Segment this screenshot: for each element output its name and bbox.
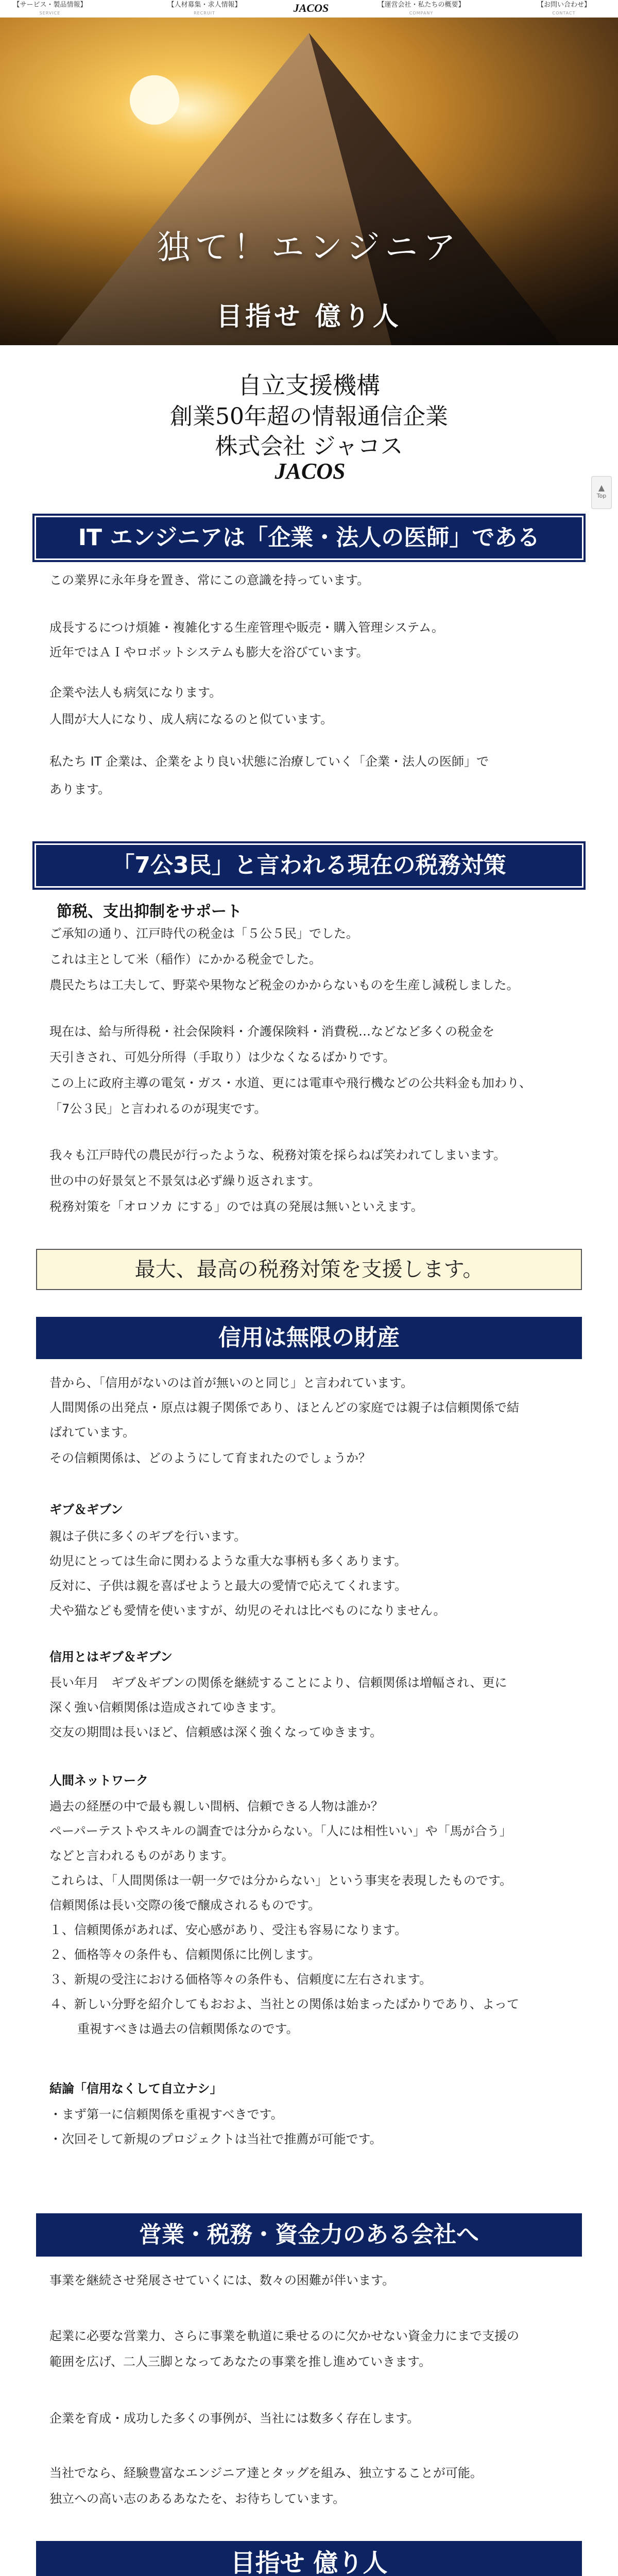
jacos-logo-icon: [288, 1, 334, 15]
company-description: 創業50年超の情報通信企業: [170, 403, 448, 430]
paragraph: 世の中の好景気と不景気は必ず繰り返されます。: [49, 1174, 321, 1188]
nav-label: 【人材募集・求人情報】: [167, 1, 242, 9]
nav-link-contact[interactable]: [525, 1, 603, 18]
paragraph: 交友の期間は長いほど、信頼感は深く強くなってゆきます。: [49, 1725, 383, 1739]
hero-title: 独て！エンジニア: [157, 229, 461, 267]
nav-link-recruit[interactable]: [161, 1, 248, 18]
paragraph: 幼児にとっては生命に関わるような重大な事柄も多くあります。: [49, 1554, 407, 1568]
section-heading-it-engineer: IT エンジニアは「企業・法人の医師」である: [36, 517, 582, 558]
nav-sublabel: SERVICE: [39, 11, 61, 15]
paragraph: この上に政府主導の電気・ガス・水道、更には電車や飛行機などの公共料金も加わり、: [49, 1076, 531, 1090]
paragraph: 企業を育成・成功した多くの事例が、当社には数多く存在します。: [49, 2411, 420, 2426]
list-item-continued: 重視すべきは過去の信頼関係なのです。: [77, 2022, 299, 2036]
nav-sublabel: RECRUIT: [194, 11, 215, 15]
company-tagline: 自立支援機構: [238, 371, 380, 399]
nav-sublabel: CONTACT: [552, 11, 576, 15]
paragraph: などと言われるものがあります。: [49, 1849, 234, 1863]
top-navigation: [0, 0, 618, 18]
paragraph: その信頼関係は、どのようにして育まれたのでしょうか？: [49, 1451, 371, 1465]
paragraph: これは主として米（稲作）にかかる税金でした。: [49, 952, 321, 967]
paragraph: 信頼関係は長い交際の後で醸成されるものです。: [49, 1898, 321, 1912]
jacos-logo-icon: [269, 456, 351, 487]
paragraph: 天引きされ、可処分所得（手取り）は少なくなるばかりです。: [49, 1050, 396, 1064]
subheading-network: 人間ネットワーク: [49, 1773, 148, 1788]
paragraph: 近年ではＡＩやロボットシステムも膨大を浴びています。: [49, 645, 369, 659]
paragraph: 過去の経歴の中で最も親しい間柄、信頼できる人物は誰か？: [49, 1799, 383, 1814]
subheading-tax-support: 節税、支出抑制をサポート: [57, 903, 242, 921]
paragraph: 人間が大人になり、成人病になるのと似ています。: [49, 712, 333, 726]
paragraph: 農民たちは工夫して、野菜や果物など税金のかからないものを生産し減税しました。: [49, 978, 519, 992]
paragraph: ご承知の通り、江戸時代の税金は「５公５民」でした。: [49, 926, 358, 941]
nav-link-company[interactable]: [370, 1, 473, 18]
paragraph: 我々も江戸時代の農民が行ったような、税務対策を採らねば笑われてしまいます。: [49, 1148, 506, 1162]
paragraph: 起業に必要な営業力、さらに事業を軌道に乗せるのに欠かせない資金力にまで支援の: [49, 2329, 519, 2343]
section-heading-trust: 信用は無限の財産: [36, 1317, 582, 1359]
list-item: ・次回そして新規のプロジェクトは当社で推薦が可能です。: [49, 2132, 382, 2146]
nav-label: 【サービス・製品情報】: [13, 1, 87, 9]
tax-support-callout: 最大、最高の税務対策を支援します。: [36, 1249, 582, 1290]
company-name: 株式会社 ジャコス: [215, 433, 403, 460]
paragraph: 人間関係の出発点・原点は親子関係であり、ほとんどの家庭では親子は信頼関係で結: [49, 1400, 519, 1415]
nav-link-service[interactable]: [6, 1, 94, 18]
arrow-up-icon: ▲: [598, 483, 605, 493]
paragraph: 反対に、子供は親を喜ばせようと最大の愛情で応えてくれます。: [49, 1579, 407, 1593]
list-item: ２、価格等々の条件も、信頼関係に比例します。: [49, 1947, 321, 1962]
paragraph: 「7公３民」と言われるのが現実です。: [49, 1101, 267, 1116]
subheading-conclusion: 結論「信用なくして自立ナシ」: [49, 2081, 222, 2096]
section-heading-tax: 「7公3民」と言われる現在の税務対策: [36, 845, 582, 886]
hero-subtitle: 目指せ 億り人: [216, 301, 402, 331]
section-heading-millionaire: 目指せ 億り人: [36, 2541, 582, 2576]
paragraph: 私たち IT 企業は、企業をより良い状態に治療していく「企業・法人の医師」で: [49, 754, 489, 769]
section-heading-company-support: 営業・税務・資金力のある会社へ: [36, 2213, 582, 2257]
paragraph: 親は子供に多くのギブを行います。: [49, 1529, 247, 1544]
paragraph: ばれています。: [49, 1425, 135, 1439]
nav-sublabel: COMPANY: [409, 11, 434, 15]
paragraph: 税務対策を「オロソカ にする」のでは真の発展は無いといえます。: [49, 1199, 423, 1214]
paragraph: 当社でなら、経験豊富なエンジニア達とタッグを組み、独立することが可能。: [49, 2466, 483, 2480]
list-item: １、信頼関係があれば、安心感があり、受注も容易になります。: [49, 1923, 407, 1937]
paragraph: 事業を継続させ発展させていくには、数々の困難が伴います。: [49, 2273, 395, 2287]
list-item: ４、新しい分野を紹介してもおおよ、当社との関係は始まったばかりであり、よって: [49, 1997, 519, 2011]
paragraph: 現在は、給与所得税・社会保険料・介護保険料・消費税…などなど多くの税金を: [49, 1024, 494, 1039]
list-item: ・まず第一に信頼関係を重視すべきです。: [49, 2107, 283, 2122]
list-item: ３、新規の受注における価格等々の条件も、信頼度に左右されます。: [49, 1972, 432, 1987]
paragraph: 範囲を広げ、二人三脚となってあなたの事業を推し進めていきます。: [49, 2354, 432, 2369]
nav-label: 【お問い合わせ】: [537, 1, 591, 9]
scroll-top-button[interactable]: [591, 476, 612, 509]
paragraph: これらは、「人間関係は一朝一夕では分からない」という事実を表現したものです。: [49, 1873, 512, 1888]
paragraph: あります。: [49, 782, 111, 796]
paragraph: 犬や猫なども愛情を使いますが、幼児のそれは比べものになりません。: [49, 1603, 446, 1618]
svg-text:JACOS: JACOS: [293, 2, 329, 14]
paragraph: 長い年月 ギブ＆ギブンの関係を継続することにより、信頼関係は増幅され、更に: [49, 1675, 507, 1690]
paragraph: ペーパーテストやスキルの調査では分からない。「人には相性いい」や「馬が合う」: [49, 1824, 512, 1838]
nav-label: 【運営会社・私たちの概要】: [377, 1, 465, 9]
paragraph: 成長するにつけ煩雑・複雑化する生産管理や販売・購入管理システム。: [49, 620, 444, 635]
subheading-give: ギブ＆ギブン: [49, 1502, 124, 1517]
company-logo: [269, 456, 351, 487]
paragraph: 企業や法人も病気になります。: [49, 685, 222, 700]
paragraph: 昔から、「信用がないのは首が無いのと同じ」と言われています。: [49, 1376, 414, 1390]
paragraph: 深く強い信頼関係は造成されてゆきます。: [49, 1700, 284, 1715]
paragraph: この業界に永年身を置き、常にこの意識を持っています。: [49, 573, 370, 587]
paragraph: 独立への高い志のあるあなたを、お待ちしています。: [49, 2492, 346, 2506]
subheading-trust: 信用とはギブ＆ギブン: [49, 1650, 173, 1664]
hero-banner: [0, 18, 618, 345]
top-button-label: Top: [596, 493, 607, 499]
nav-logo[interactable]: [288, 1, 334, 15]
svg-text:JACOS: JACOS: [274, 459, 346, 484]
